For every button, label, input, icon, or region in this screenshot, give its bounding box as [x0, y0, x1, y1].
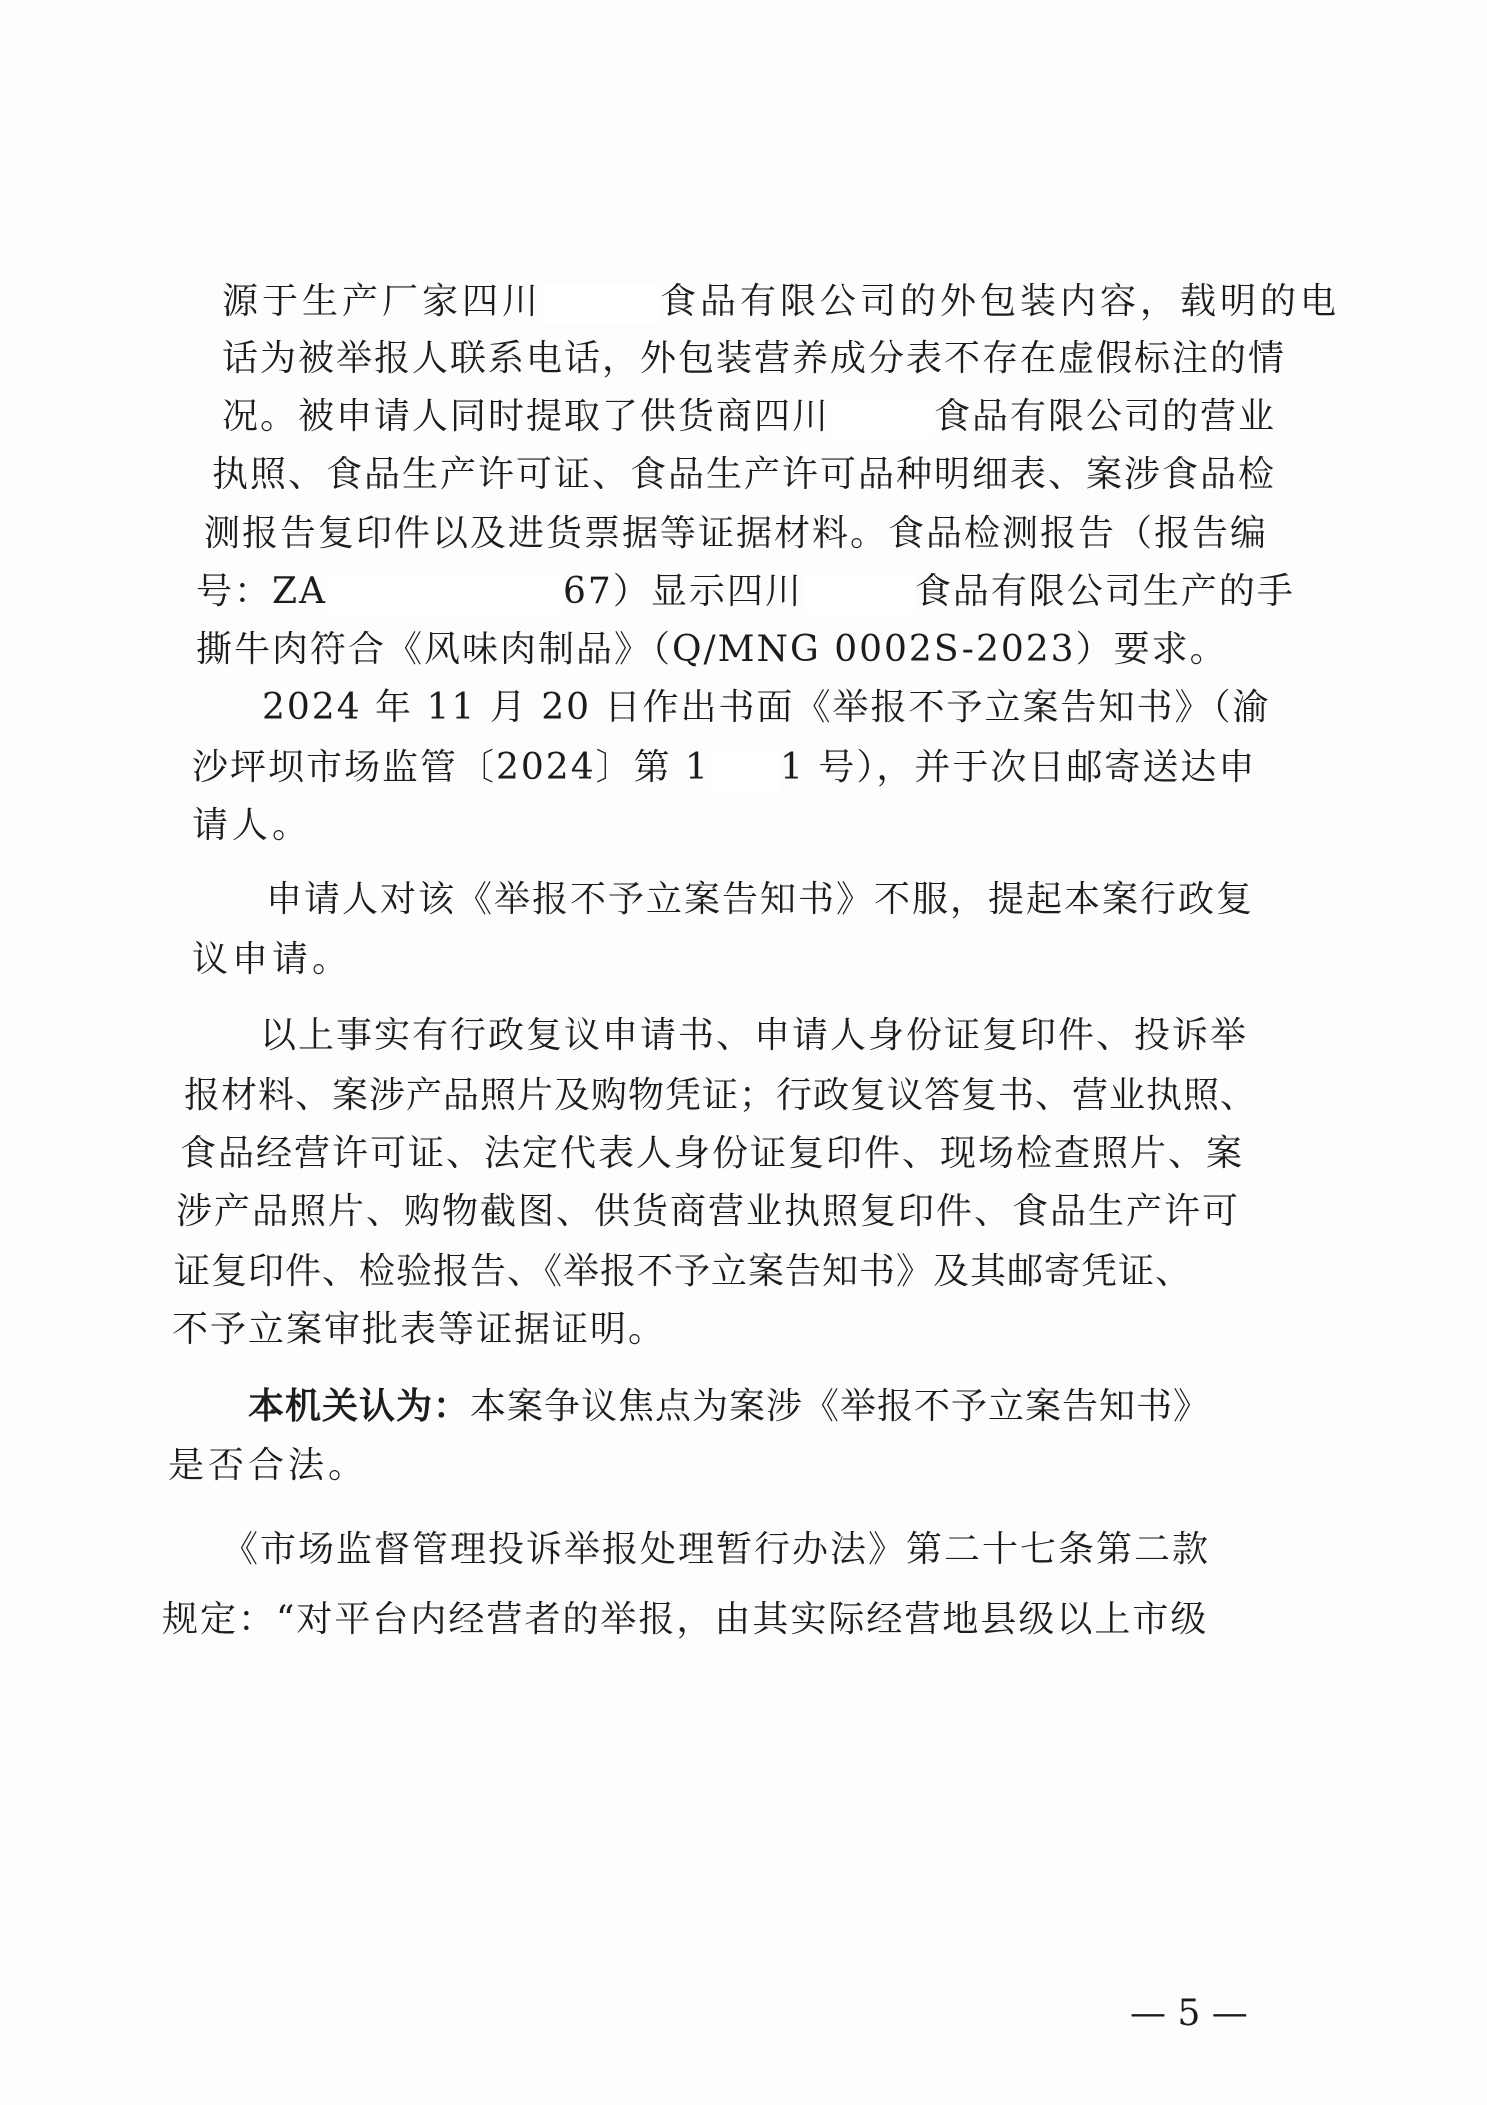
text: 食品有限公司生产的手	[914, 571, 1295, 612]
body-line-6	[196, 568, 1295, 616]
body-line-19	[248, 1382, 1210, 1431]
text: 食品有限公司的营业	[934, 396, 1277, 437]
bold-lead: 本机关认为：	[248, 1385, 471, 1427]
text: 是否合法。	[168, 1445, 369, 1486]
text: 号：ZA	[196, 571, 328, 612]
text: 规定：“对平台内经营者的举报，由其实际经营地县级以上市级	[162, 1599, 1209, 1640]
text: 食品经营许可证、法定代表人身份证复印件、现场检查照片、案	[180, 1133, 1245, 1174]
text: 67）显示四川	[563, 571, 803, 612]
text: 证复印件、检验报告、《举报不予立案告知书》及其邮寄凭证、	[174, 1251, 1193, 1292]
body-line-5	[204, 510, 1268, 558]
text: 测报告复印件以及进货票据等证据材料。食品检测报告（报告编	[204, 513, 1269, 554]
text: 食品有限公司的外包装内容，载明的电	[660, 281, 1341, 322]
body-line-17	[174, 1248, 1192, 1296]
body-line-12	[192, 936, 352, 984]
redaction	[803, 574, 915, 614]
text: 执照、食品生产许可证、食品生产许可品种明细表、案涉食品检	[212, 454, 1277, 495]
body-line-14	[184, 1072, 1257, 1120]
text: 话为被举报人联系电话，外包装营养成分表不存在虚假标注的情	[222, 338, 1287, 379]
text: 请人。	[192, 805, 313, 846]
text: 况。被申请人同时提取了供货商四川	[222, 396, 831, 437]
body-line-9	[192, 744, 1256, 792]
body-line-2	[222, 335, 1286, 383]
text: 2024 年 11 月 20 日作出书面《举报不予立案告知书》（渝	[262, 687, 1271, 728]
page-number: — 5 —	[1130, 1993, 1248, 2034]
text: 撕牛肉符合《风味肉制品》（Q/MNG 0002S-2023）要求。	[196, 629, 1228, 670]
text: 议申请。	[192, 939, 353, 980]
body-line-16	[176, 1188, 1240, 1236]
body-line-3	[222, 393, 1276, 441]
text: 以上事实有行政复议申请书、申请人身份证复印件、投诉举	[260, 1015, 1249, 1056]
text: 涉产品照片、购物截图、供货商营业执照复印件、食品生产许可	[176, 1191, 1241, 1232]
body-line-11	[266, 876, 1254, 924]
redaction	[542, 284, 660, 324]
body-line-15	[180, 1130, 1244, 1178]
body-line-7	[196, 626, 1228, 674]
text: 本案争议焦点为案涉《举报不予立案告知书》	[470, 1386, 1211, 1427]
body-line-8	[262, 684, 1270, 732]
redaction	[710, 750, 780, 790]
body-line-10	[192, 802, 312, 850]
body-line-13	[260, 1012, 1248, 1060]
text: 报材料、案涉产品照片及购物凭证；行政复议答复书、营业执照、	[184, 1075, 1258, 1116]
body-line-18	[172, 1306, 666, 1354]
text: 源于生产厂家四川	[222, 281, 543, 322]
text: 不予立案审批表等证据证明。	[172, 1309, 667, 1350]
body-line-4	[212, 451, 1276, 499]
redaction	[327, 574, 563, 614]
body-line-20	[168, 1442, 368, 1490]
body-line-21	[222, 1526, 1210, 1574]
body-line-22	[162, 1596, 1208, 1644]
redaction	[830, 399, 934, 439]
body-line-1	[222, 278, 1340, 326]
text: 申请人对该《举报不予立案告知书》不服，提起本案行政复	[266, 879, 1255, 920]
text: 1 号），并于次日邮寄送达申	[779, 747, 1257, 788]
text: 沙坪坝市场监管〔2024〕第 1	[192, 747, 710, 788]
text: 《市场监督管理投诉举报处理暂行办法》第二十七条第二款	[222, 1529, 1211, 1570]
